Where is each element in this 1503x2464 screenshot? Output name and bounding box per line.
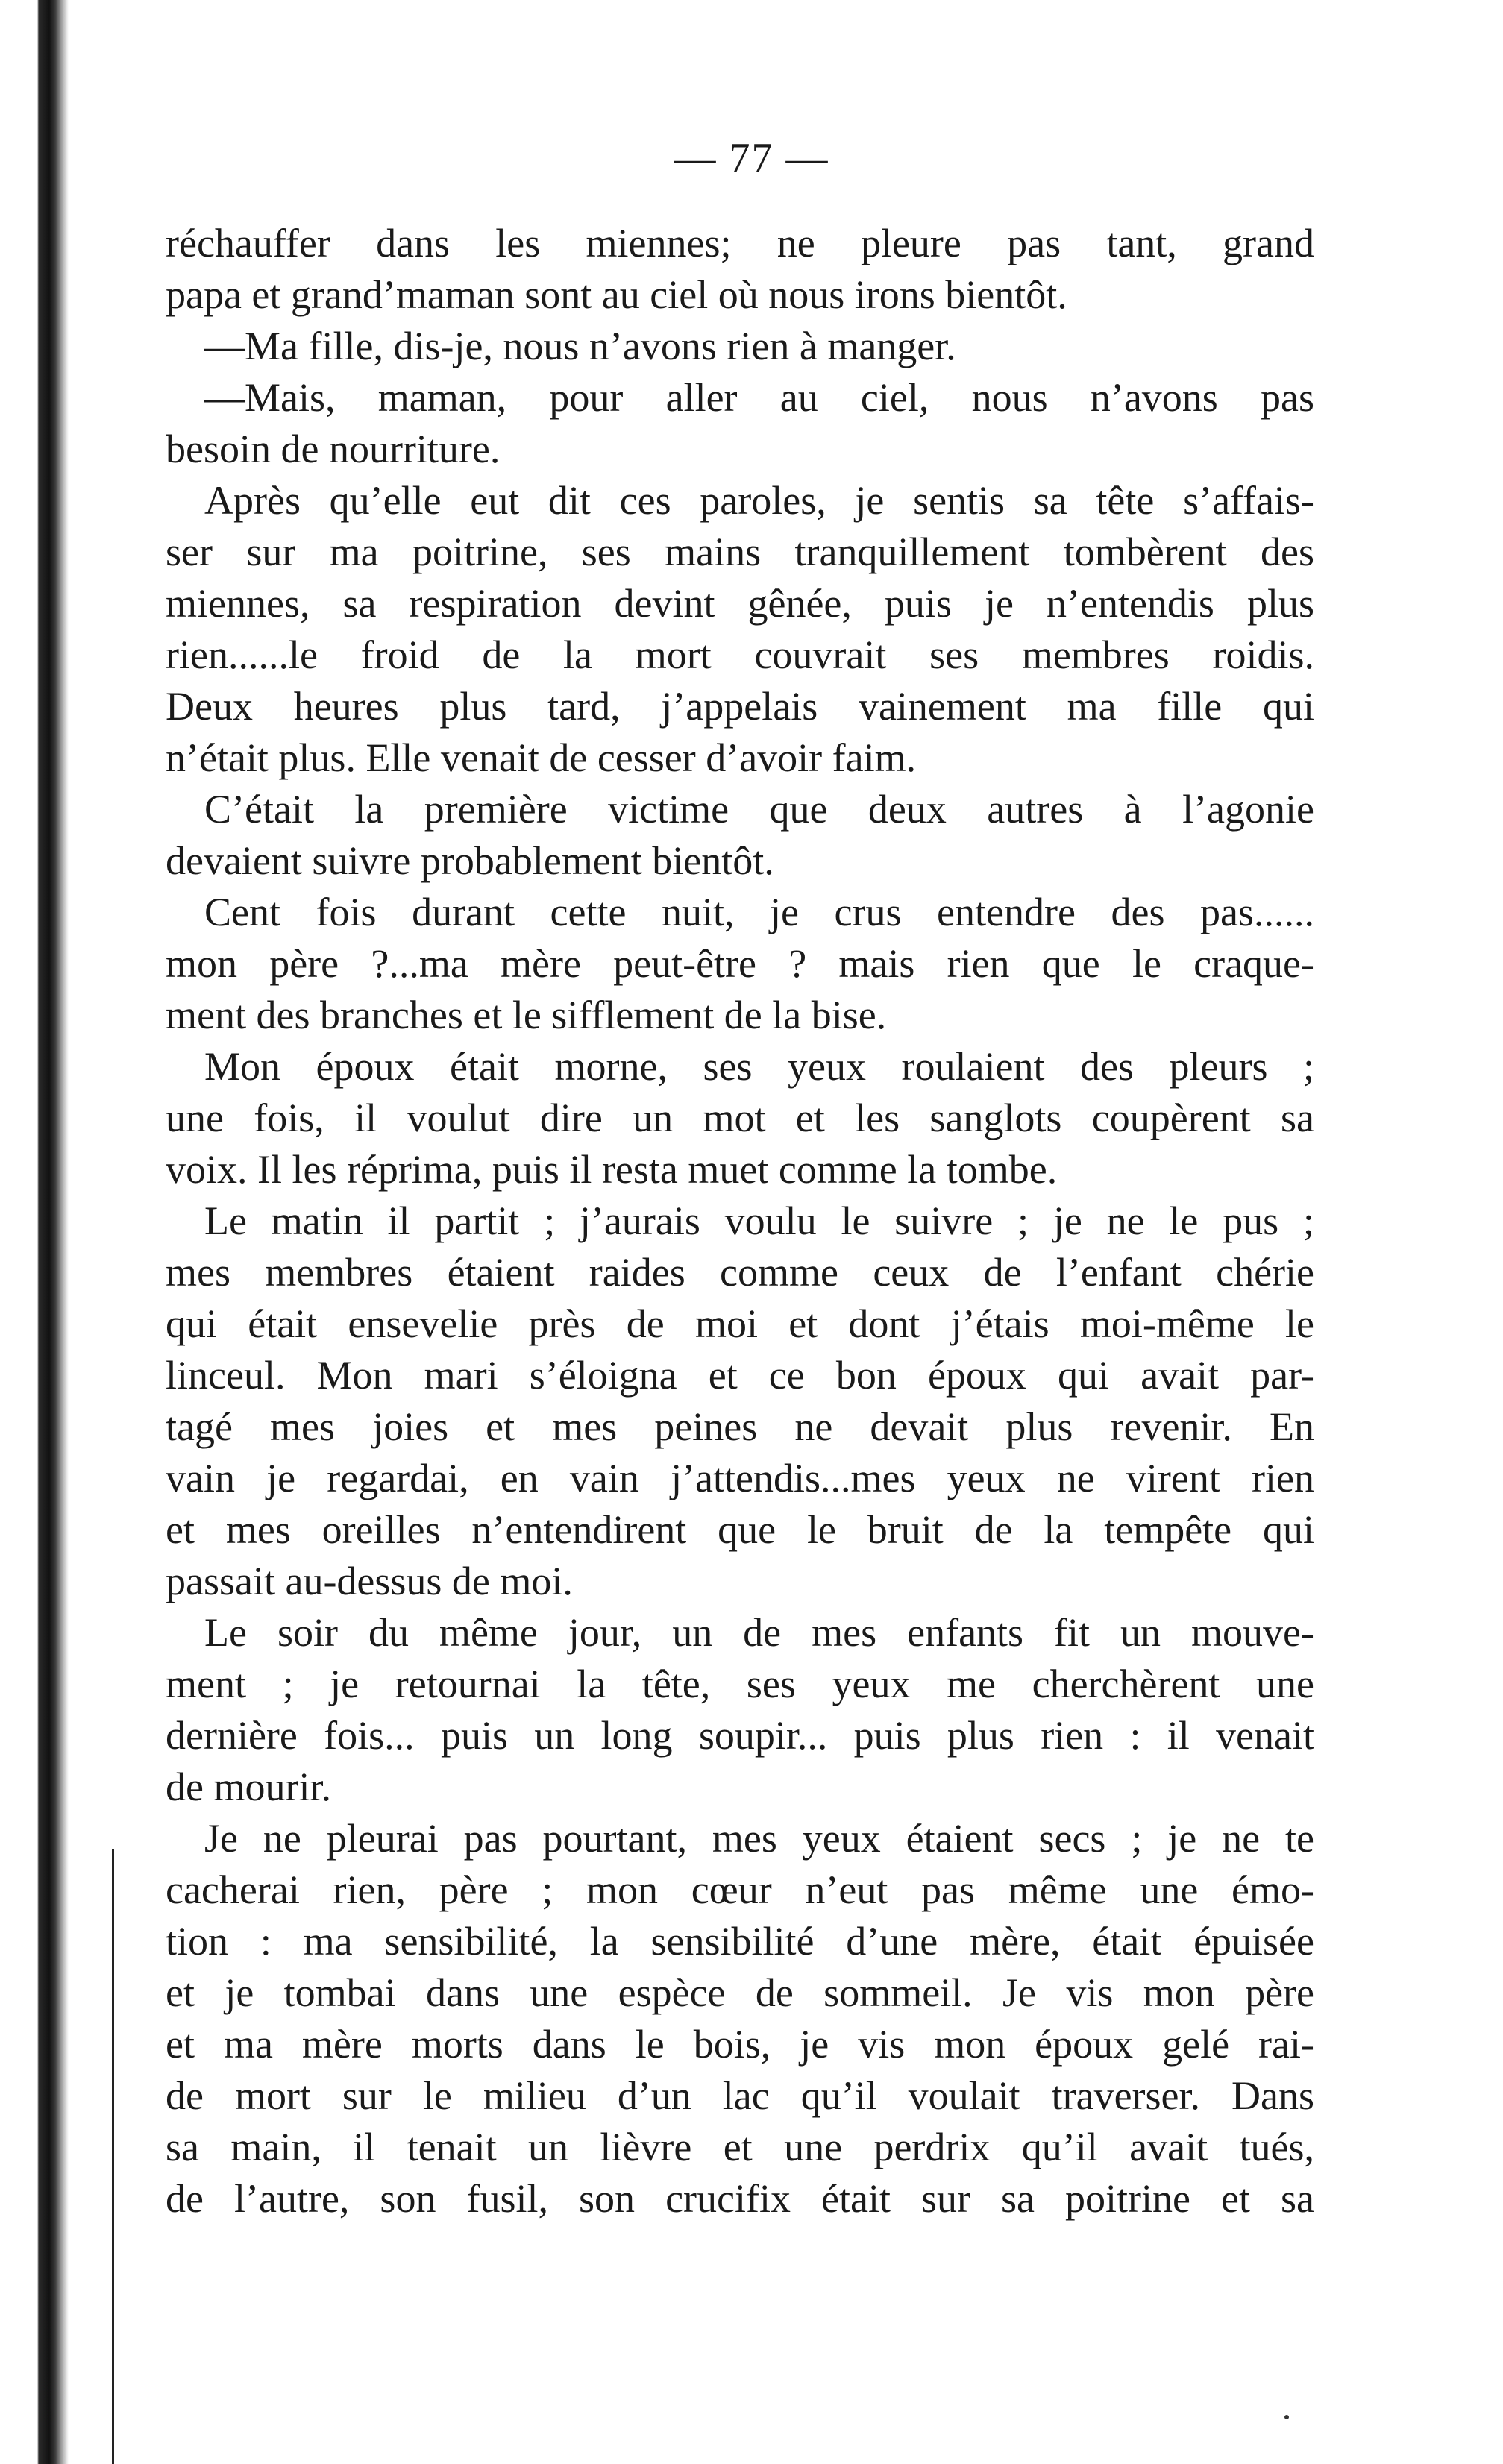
text-line: voix. Il les réprima, puis il resta muet comme la tombe. (166, 1147, 1058, 1192)
text-line: Le soir du même jour, un de mes enfants fit un mouve- (204, 1610, 1314, 1655)
text-line: et mes oreilles n’entendirent que le bruit de la tempête qui (166, 1507, 1314, 1552)
text-line: C’était la première victime que deux autres à l’agonie (204, 787, 1314, 832)
text-line: et je tombai dans une espèce de sommeil. Je vis mon père (166, 1970, 1314, 2015)
body-text (166, 218, 1314, 2225)
text-line: dernière fois... puis un long soupir... puis plus rien : il venait (166, 1713, 1314, 1758)
text-line: cacherai rien, père ; mon cœur n’eut pas même une émo- (166, 1867, 1314, 1912)
text-line: une fois, il voulut dire un mot et les sanglots coupèrent sa (166, 1096, 1314, 1140)
text-line: ment des branches et le sifflement de la bise. (166, 993, 887, 1037)
text-line: de mort sur le milieu d’un lac qu’il voulait traverser. Dans (166, 2073, 1314, 2118)
text-line: devaient suivre probablement bientôt. (166, 838, 774, 883)
scanned-binding-edge (0, 0, 69, 2464)
text-line: sa main, il tenait un lièvre et une perdrix qu’il avait tués, (166, 2125, 1314, 2169)
text-line: Le matin il partit ; j’aurais voulu le suivre ; je ne le pus ; (204, 1198, 1314, 1243)
text-line: mes membres étaient raides comme ceux de l’enfant chérie (166, 1250, 1314, 1295)
text-line: ser sur ma poitrine, ses mains tranquillement tombèrent des (166, 529, 1314, 574)
text-line: qui était ensevelie près de moi et dont j’étais moi-même le (166, 1301, 1314, 1346)
text-line: Je ne pleurai pas pourtant, mes yeux étaient secs ; je ne te (204, 1816, 1314, 1861)
text-line: n’était plus. Elle venait de cesser d’avoir faim. (166, 735, 917, 780)
text-line: et ma mère morts dans le bois, je vis mon époux gelé rai- (166, 2022, 1314, 2067)
text-line: rien......le froid de la mort couvrait ses membres roidis. (166, 632, 1314, 677)
scan-margin-line (112, 1849, 114, 2464)
text-line: —Mais, maman, pour aller au ciel, nous n’avons pas (204, 375, 1314, 420)
text-line: —Ma fille, dis-je, nous n’avons rien à manger. (204, 324, 956, 368)
text-line: besoin de nourriture. (166, 427, 501, 471)
text-line: Deux heures plus tard, j’appelais vainement ma fille qui (166, 684, 1314, 729)
text-line: tion : ma sensibilité, la sensibilité d’une mère, était épuisée (166, 1919, 1314, 1964)
text-line: passait au-dessus de moi. (166, 1559, 573, 1603)
text-line: de l’autre, son fusil, son crucifix était sur sa poitrine et sa (166, 2176, 1314, 2221)
text-line: Mon époux était morne, ses yeux roulaient des pleurs ; (204, 1044, 1314, 1089)
text-line: mon père ?...ma mère peut-être ? mais rien que le craque- (166, 941, 1314, 986)
text-line: de mourir. (166, 1764, 331, 1809)
text-line: Cent fois durant cette nuit, je crus entendre des pas...... (204, 890, 1314, 934)
text-line: réchauffer dans les miennes; ne pleure pas tant, grand (166, 221, 1314, 265)
page-number: — 77 — (674, 135, 829, 181)
text-line: linceul. Mon mari s’éloigna et ce bon époux qui avait par- (166, 1353, 1314, 1398)
text-line: miennes, sa respiration devint gênée, puis je n’entendis plus (166, 581, 1314, 626)
text-line: tagé mes joies et mes peines ne devait plus revenir. En (166, 1404, 1314, 1449)
text-line: papa et grand’maman sont au ciel où nous irons bientôt. (166, 272, 1067, 317)
text-line: Après qu’elle eut dit ces paroles, je sentis sa tête s’affais- (204, 478, 1314, 523)
text-line: vain je regardai, en vain j’attendis...mes yeux ne virent rien (166, 1456, 1314, 1500)
scan-speck (1284, 2415, 1289, 2419)
text-line: ment ; je retournai la tête, ses yeux me cherchèrent une (166, 1662, 1314, 1706)
